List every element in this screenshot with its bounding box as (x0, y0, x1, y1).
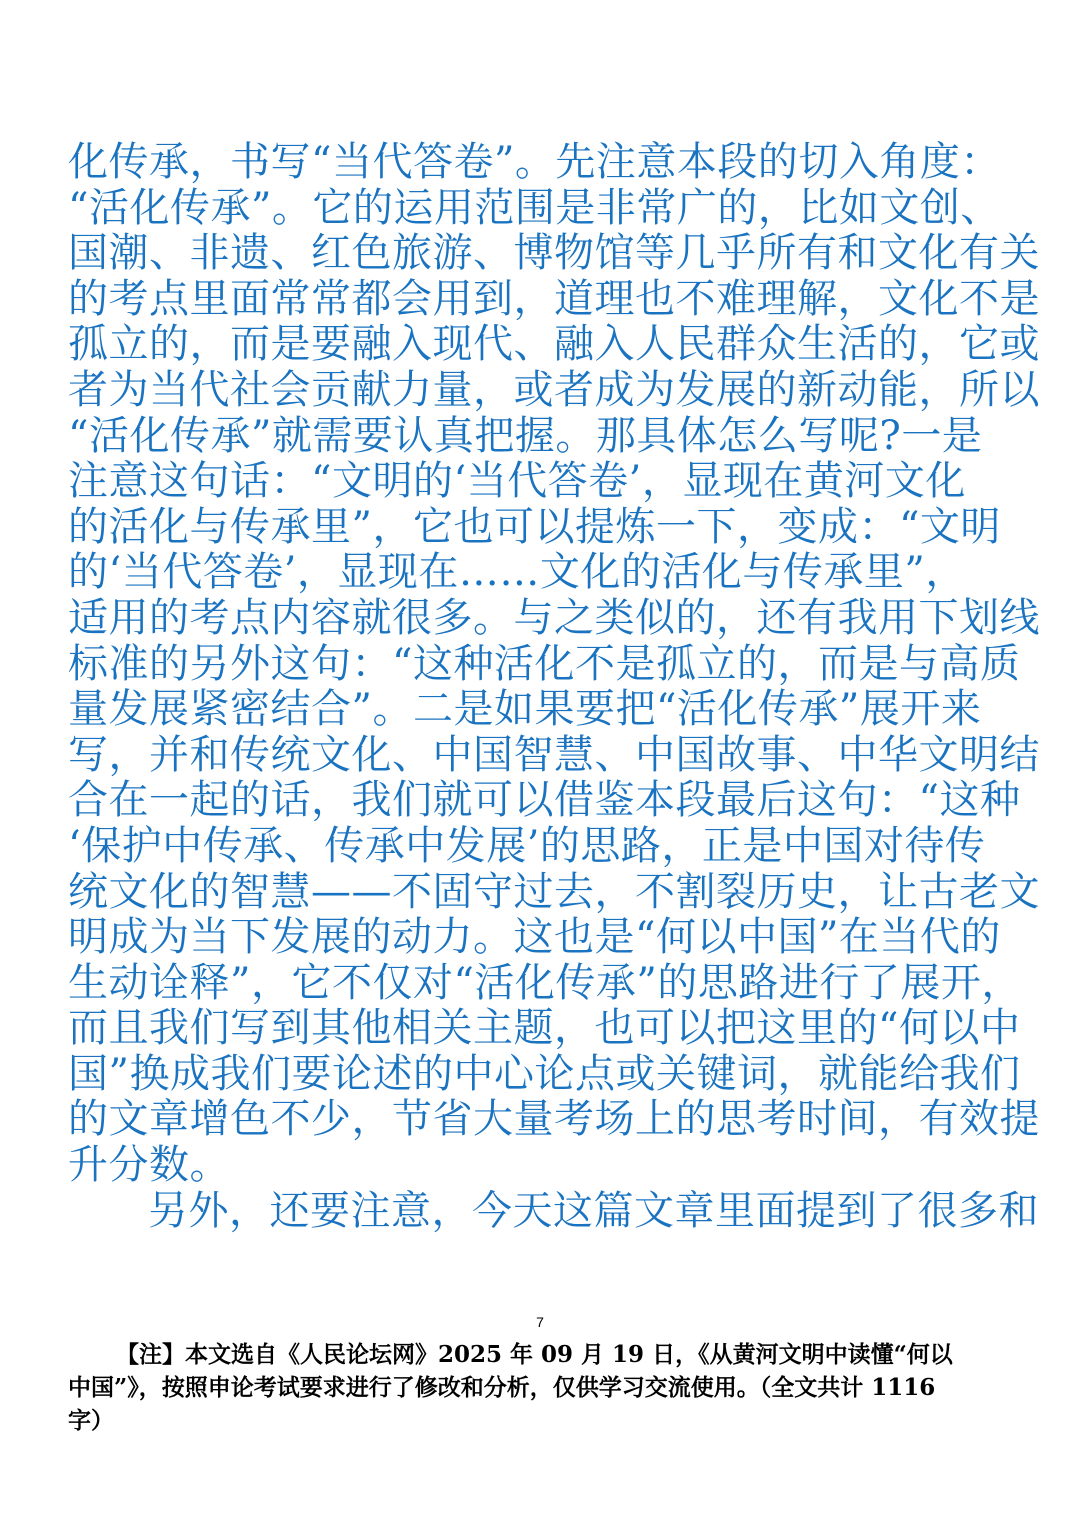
body-line: 化传承，书写“当代答卷”。先注意本段的切入角度： (68, 139, 1001, 185)
body-line: 标准的另外这句：“这种活化不是孤立的，而是与高质 (68, 640, 1021, 687)
body-line: 升分数。 (68, 1142, 230, 1189)
body-line: “活化传承”。它的运用范围是非常广的，比如文创、 (68, 184, 1001, 231)
footnote-line: 字） (68, 1407, 114, 1434)
next-paragraph-line: 另外，还要注意，今天这篇文章里面提到了很多和 (148, 1187, 1039, 1234)
body-line: 国潮、非遗、红色旅游、博物馆等几乎所有和文化有关 (68, 230, 1040, 277)
body-line: 写，并和传统文化、中国智慧、中国故事、中华文明结 (68, 731, 1040, 778)
body-line: 合在一起的话，我们就可以借鉴本段最后这句：“这种 (68, 777, 1021, 824)
body-line: 生动诠释”，它不仅对“活化传承”的思路进行了展开， (68, 959, 1022, 1006)
body-line: 量发展紧密结合”。二是如果要把“活化传承”展开来 (68, 686, 982, 733)
body-line: 孤立的，而是要融入现代、融入人民群众生活的，它或 (68, 321, 1040, 368)
body-line: 的‘当代答卷’，显现在……文化的活化与传承里”， (68, 549, 966, 596)
footnote-line: 【注】本文选自《人民论坛网》2025 年 09 月 19 日，《从黄河文明中读懂“何以 (116, 1341, 953, 1368)
page-number: 7 (536, 1314, 544, 1330)
body-line: 国”换成我们要论述的中心论点或关键词，就能给我们 (68, 1050, 1021, 1097)
body-line: 统文化的智慧——不固守过去，不割裂历史，让古老文 (68, 868, 1040, 915)
body-line: 的考点里面常常都会用到，道理也不难理解，文化不是 (68, 275, 1040, 322)
body-line: 明成为当下发展的动力。这也是“何以中国”在当代的 (68, 914, 1001, 961)
body-line: 的文章增色不少，节省大量考场上的思考时间，有效提 (68, 1096, 1040, 1143)
body-line: 的活化与传承里”，它也可以提炼一下，变成：“文明 (68, 503, 1001, 550)
body-line: 注意这句话：“文明的‘当代答卷’，显现在黄河文化 (68, 458, 966, 505)
body-line: 而且我们写到其他相关主题，也可以把这里的“何以中 (68, 1005, 1021, 1052)
footnote-line: 中国”》，按照申论考试要求进行了修改和分析，仅供学习交流使用。（全文共计 1116 (68, 1374, 936, 1401)
body-line: ‘保护中传承、传承中发展’的思路，正是中国对待传 (68, 822, 986, 869)
body-line: 者为当代社会贡献力量，或者成为发展的新动能，所以 (68, 366, 1040, 413)
body-line: “活化传承”就需要认真把握。那具体怎么写呢?一是 (68, 412, 983, 459)
body-line: 适用的考点内容就很多。与之类似的，还有我用下划线 (68, 594, 1040, 641)
article-body (68, 139, 1040, 1234)
footnote (68, 1338, 1018, 1437)
